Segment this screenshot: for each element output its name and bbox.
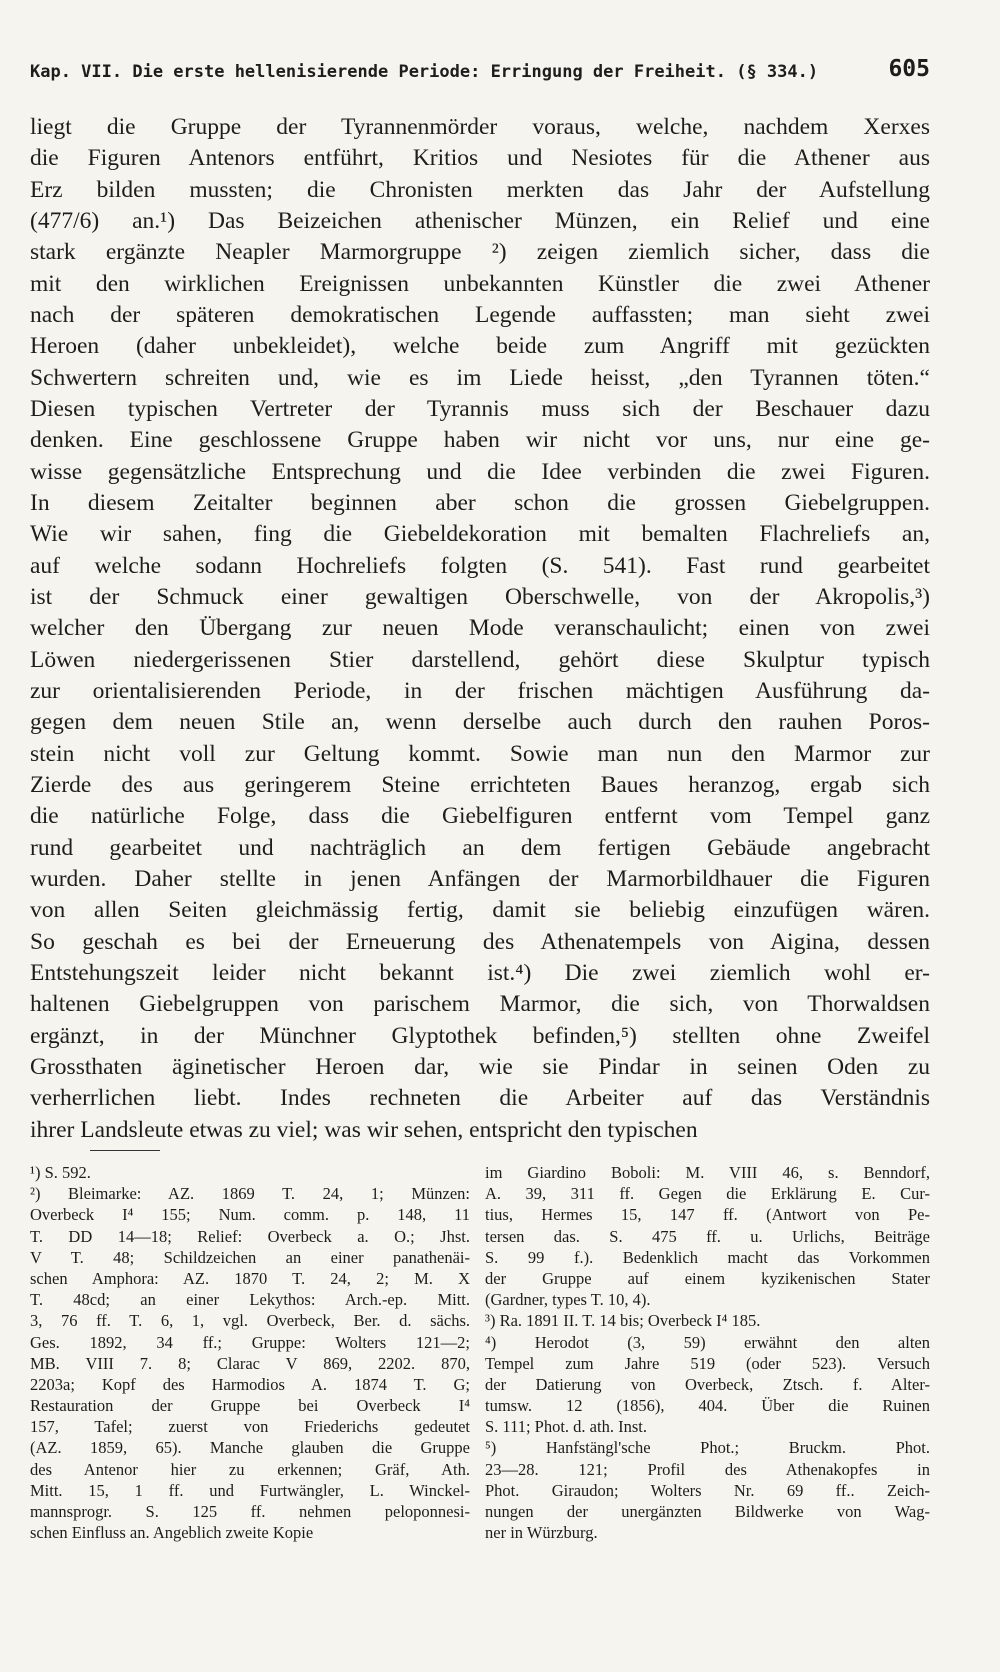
footnote-line: T. DD 14—18; Relief: Overbeck a. O.; Jhst. <box>30 1226 470 1246</box>
footnote-line: schen Amphora: AZ. 1870 T. 24, 2; M. X <box>30 1268 470 1288</box>
body-line: denken. Eine geschlossene Gruppe haben wir nicht vor uns, nur eine ge- <box>30 427 930 454</box>
footnote-rule <box>90 1150 160 1151</box>
body-line: wisse gegensätzliche Entsprechung und die Idee verbinden die zwei Figuren. <box>30 458 930 485</box>
body-line: In diesem Zeitalter beginnen aber schon die grossen Giebelgruppen. <box>30 489 930 516</box>
body-line: rund gearbeitet und nachträglich an dem fertigen Gebäude angebracht <box>30 834 930 861</box>
footnote-line: V T. 48; Schildzeichen an einer panathenäi- <box>30 1247 470 1267</box>
footnote-line: MB. VIII 7. 8; Clarac V 869, 2202. 870, <box>30 1353 470 1373</box>
footnote-line: Mitt. 15, 1 ff. und Furtwängler, L. Winckel- <box>30 1480 470 1500</box>
body-line: Löwen niedergerissenen Stier darstellend, gehört diese Skulptur typisch <box>30 646 930 673</box>
body-line: gegen dem neuen Stile an, wenn derselbe auch durch den rauhen Poros- <box>30 709 930 736</box>
footnote-line: tersen das. S. 475 ff. u. Urlichs, Beiträge <box>485 1226 930 1246</box>
body-line: ihrer Landsleute etwas zu viel; was wir sehen, entspricht den typischen <box>30 1116 698 1143</box>
body-line: ergänzt, in der Münchner Glyptothek befinden,⁵) stellten ohne Zweifel <box>30 1022 930 1049</box>
footnote-line: tumsw. 12 (1856), 404. Über die Ruinen <box>485 1396 930 1416</box>
footnote-line: Restauration der Gruppe bei Overbeck I⁴ <box>30 1396 470 1416</box>
footnote-line: ¹) S. 592. <box>30 1163 91 1182</box>
footnote-line: ²) Bleimarke: AZ. 1869 T. 24, 1; Münzen: <box>30 1184 470 1204</box>
body-line: nach der späteren demokratischen Legende auffassten; man sieht zwei <box>30 301 930 328</box>
body-line: wurden. Daher stellte in jenen Anfängen der Marmorbildhauer die Figuren <box>30 865 930 892</box>
footnotes-right-column <box>485 1162 930 1543</box>
footnote-line: des Antenor hier zu erkennen; Gräf, Ath. <box>30 1459 470 1479</box>
body-line: von allen Seiten gleichmässig fertig, damit sie beliebig einzufügen wären. <box>30 897 930 924</box>
footnote-line: ³) Ra. 1891 II. T. 14 bis; Overbeck I⁴ 185. <box>485 1311 761 1331</box>
body-line: verherrlichen liebt. Indes rechneten die Arbeiter auf das Verständnis <box>30 1085 930 1112</box>
body-line: Grossthaten äginetischer Heroen dar, wie sie Pindar in seinen Oden zu <box>30 1053 930 1080</box>
body-line: Erz bilden mussten; die Chronisten merkten das Jahr der Aufstellung <box>30 176 930 203</box>
footnote-line: Overbeck I⁴ 155; Num. comm. p. 148, 11 <box>30 1205 470 1225</box>
body-line: Wie wir sahen, fing die Giebeldekoration mit bemalten Flachreliefs an, <box>30 521 930 548</box>
footnote-line: schen Einfluss an. Angeblich zweite Kopie <box>30 1523 314 1543</box>
body-line: (477/6) an.¹) Das Beizeichen athenischer Münzen, ein Relief und eine <box>30 207 930 234</box>
running-head: Kap. VII. Die erste hellenisierende Periode: Erringung der Freiheit. (§ 334.) <box>30 62 819 82</box>
body-line: die natürliche Folge, dass die Giebelfiguren entfernt vom Tempel ganz <box>30 803 930 830</box>
body-line: zur orientalisierenden Periode, in der frischen mächtigen Ausführung da- <box>30 677 930 704</box>
footnote-line: ⁴) Herodot (3, 59) erwähnt den alten <box>485 1332 930 1352</box>
body-line: welcher den Übergang zur neuen Mode veranschaulicht; einen von zwei <box>30 615 930 642</box>
footnote-line: nungen der unergänzten Bildwerke von Wag- <box>485 1502 930 1521</box>
body-line: Entstehungszeit leider nicht bekannt ist.⁴) Die zwei ziemlich wohl er- <box>30 959 930 986</box>
body-line: Schwertern schreiten und, wie es im Liede heisst, „den Tyrannen töten.“ <box>30 364 930 391</box>
body-line: mit den wirklichen Ereignissen unbekannten Künstler die zwei Athener <box>30 270 930 297</box>
body-line: stein nicht voll zur Geltung kommt. Sowie man nun den Marmor zur <box>30 740 930 767</box>
page-number: 605 <box>888 56 930 82</box>
page-header <box>30 54 930 94</box>
footnote-line: der Datierung von Overbeck, Ztsch. f. Alter- <box>485 1374 930 1394</box>
body-line: Diesen typischen Vertreter der Tyrannis muss sich der Beschauer dazu <box>30 395 930 422</box>
body-line: Heroen (daher unbekleidet), welche beide zum Angriff mit gezückten <box>30 333 930 360</box>
body-text <box>30 112 930 1146</box>
body-line: liegt die Gruppe der Tyrannenmörder voraus, welche, nachdem Xerxes <box>30 114 930 140</box>
footnote-line: im Giardino Boboli: M. VIII 46, s. Benndorf, <box>485 1163 930 1182</box>
body-line: stark ergänzte Neapler Marmorgruppe ²) zeigen ziemlich sicher, dass die <box>30 239 930 266</box>
footnote-line: (Gardner, types T. 10, 4). <box>485 1290 651 1310</box>
body-line: ist der Schmuck einer gewaltigen Oberschwelle, von der Akropolis,³) <box>30 583 930 610</box>
body-line: die Figuren Antenors entführt, Kritios und Nesiotes für die Athener aus <box>30 145 930 172</box>
footnote-line: der Gruppe auf einem kyzikenischen Stater <box>485 1268 930 1288</box>
footnote-line: 157, Tafel; zuerst von Friederichs gedeutet <box>30 1417 470 1437</box>
footnotes-left-column <box>30 1162 470 1543</box>
footnote-line: 23—28. 121; Profil des Athenakopfes in <box>485 1459 930 1479</box>
footnote-line: ⁵) Hanfstängl'sche Phot.; Bruckm. Phot. <box>485 1438 930 1458</box>
body-line: So geschah es bei der Erneuerung des Athenatempels von Aigina, dessen <box>30 928 930 955</box>
footnote-line: Tempel zum Jahre 519 (oder 523). Versuch <box>485 1353 930 1373</box>
footnote-line: S. 111; Phot. d. ath. Inst. <box>485 1417 647 1437</box>
body-line: auf welche sodann Hochreliefs folgten (S. 541). Fast rund gearbeitet <box>30 552 930 579</box>
footnote-line: A. 39, 311 ff. Gegen die Erklärung E. Cur- <box>485 1184 930 1204</box>
footnote-line: Phot. Giraudon; Wolters Nr. 69 ff.. Zeich- <box>485 1480 930 1500</box>
footnote-line: Ges. 1892, 34 ff.; Gruppe: Wolters 121—2; <box>30 1332 470 1352</box>
footnote-line: S. 99 f.). Bedenklich macht das Vorkommen <box>485 1247 930 1267</box>
body-line: Zierde des aus geringerem Steine errichteten Baues heranzog, ergab sich <box>30 771 930 798</box>
body-line: haltenen Giebelgruppen von parischem Marmor, die sich, von Thorwaldsen <box>30 991 930 1018</box>
footnote-line: T. 48cd; an einer Lekythos: Arch.-ep. Mitt. <box>30 1290 470 1310</box>
footnote-line: 3, 76 ff. T. 6, 1, vgl. Overbeck, Ber. d. sächs. <box>30 1311 470 1331</box>
footnote-line: (AZ. 1859, 65). Manche glauben die Gruppe <box>30 1438 470 1458</box>
footnote-line: mannsprogr. S. 125 ff. nehmen peloponnesi- <box>30 1502 470 1521</box>
footnote-line: tius, Hermes 15, 147 ff. (Antwort von Pe- <box>485 1205 930 1225</box>
footnote-line: 2203a; Kopf des Harmodios A. 1874 T. G; <box>30 1374 470 1394</box>
footnote-line: ner in Würzburg. <box>485 1523 598 1543</box>
